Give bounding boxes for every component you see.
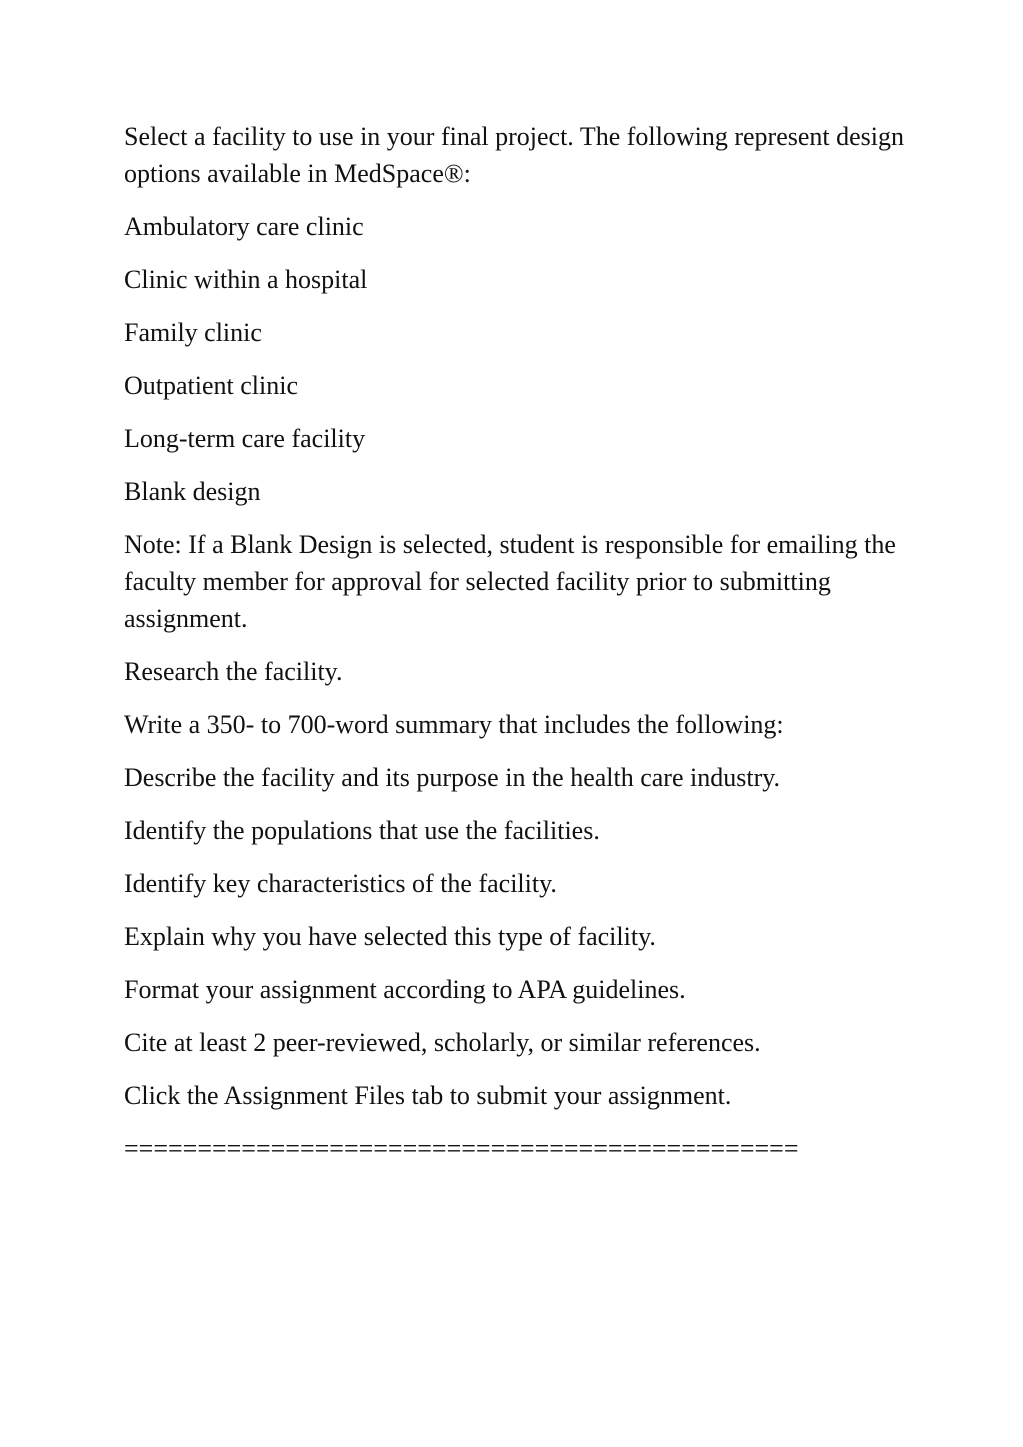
document-page (124, 118, 904, 1167)
facility-option-outpatient: Outpatient clinic (124, 371, 299, 400)
facility-option-family-clinic: Family clinic (124, 318, 262, 347)
facility-option-ambulatory: Ambulatory care clinic (124, 212, 364, 241)
instruction-characteristics: Identify key characteristics of the facility. (124, 869, 557, 898)
instruction-submit: Click the Assignment Files tab to submit your assignment. (124, 1081, 732, 1110)
intro-paragraph: Select a facility to use in your final project. The following represent design options available in MedSpace®: (124, 122, 905, 188)
instruction-populations: Identify the populations that use the facilities. (124, 816, 600, 845)
facility-option-blank-design: Blank design (124, 477, 261, 506)
divider-line: ============================================== (124, 1134, 799, 1163)
instruction-describe: Describe the facility and its purpose in the health care industry. (124, 763, 781, 792)
instruction-research: Research the facility. (124, 657, 343, 686)
instruction-cite: Cite at least 2 peer-reviewed, scholarly, or similar references. (124, 1028, 761, 1057)
facility-option-hospital-clinic: Clinic within a hospital (124, 265, 368, 294)
instruction-format: Format your assignment according to APA guidelines. (124, 975, 686, 1004)
instruction-summary: Write a 350- to 700-word summary that includes the following: (124, 710, 784, 739)
note-paragraph: Note: If a Blank Design is selected, student is responsible for emailing the faculty member for approval for selected facility prior to submitting assignment. (124, 530, 896, 633)
facility-option-long-term-care: Long-term care facility (124, 424, 366, 453)
instruction-explain: Explain why you have selected this type of facility. (124, 922, 656, 951)
